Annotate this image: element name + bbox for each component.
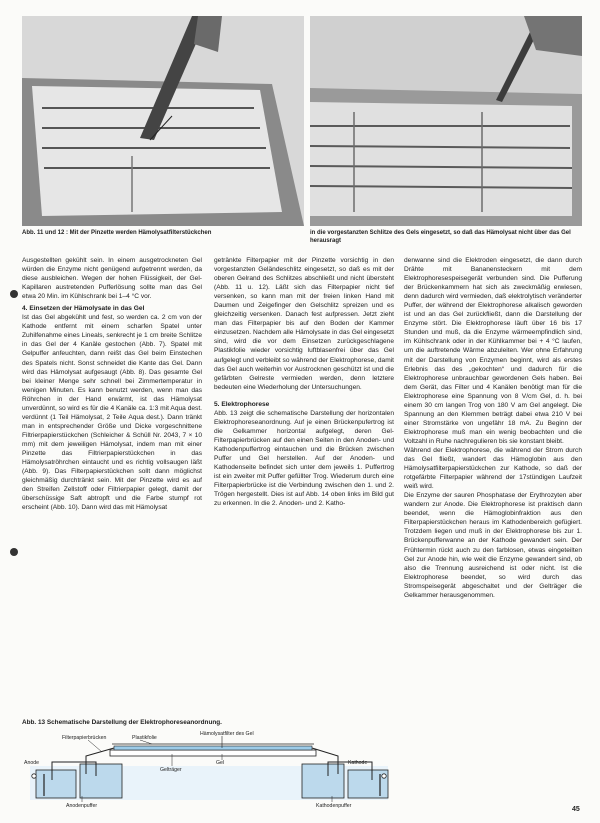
paragraph: Ausgestellten gekühlt sein. In einem ausgetrockneten Gel würden die Enzyme nicht genügend aufgetrennt werden, da diese ausbleichen. Wegen der hohen Flüssigkeit, der Gel-Kapillaren austretenden Pufferlösung sollte man das Gel etwa 20 Min. im Kühlschrank bei 1–4 °C vor.	[22, 257, 202, 301]
anode-trough-outer	[36, 770, 76, 798]
paragraph: Abb. 13 zeigt die schematische Darstellung der horizontalen Elektrophoreseanordnung. Auf je einen Brückenpufertrog ist die Gelkammer horizontal aufgelegt, deren Gel-Filterpapierbrücken auf den einen Seiten in den Anoden- und Kathodenpuffertrog eintauchen und die Brücken zwischen Puffer und Gel herstellen. Auf der Anoden- und Kathodenseite befindet sich unter dem jeweils 1. Puffertrog ist ein zweiter mit Puffer gefüllter Trog. Wiederum durch eine Filterpapierbrücke ist die Verbindung zwischen den 1. und 2. Trögen hergestellt. Dies ist auf Abb. 14 oben links im Bild gut zu erkennen. In die 2. Anoden- und 2. Katho-	[214, 409, 394, 508]
label-cathode-buffer: Kathodenpuffer	[316, 803, 352, 809]
label-filter-bridges: Filterpapierbrücken	[62, 735, 107, 741]
photo-left	[22, 16, 304, 226]
label-anode-buffer: Anodenpuffer	[66, 803, 98, 809]
gel-layer	[114, 746, 312, 750]
cathode-trough-outer	[348, 770, 388, 798]
section-heading: 4. Einsetzen der Hämolysate in das Gel	[22, 305, 145, 313]
label-cathode: Kathode	[348, 760, 368, 766]
photo-caption-right: in die vorgestanzten Schlitze des Gels eingesetzt, so daß das Hämolysat nicht über das Gel herausragt	[310, 230, 571, 244]
electrophoresis-diagram	[22, 730, 396, 810]
text-column-3	[404, 256, 582, 811]
paragraph: Ist das Gel abgekühlt und fest, so werden ca. 2 cm von der Kathode entfernt mit einem scharfen Spatel unter Zuhilfenahme eines Lineals, senkrecht je 1 cm breite Schlitze in das Gel der 4 Kanäle gestochen (Abb. 7). Spatel mit Gelpuffer anfeuchten, dann reißt das Gel beim Einstechen des Spatels nicht. Sonst schneidet die Kante das Gel. Dann wird das Hämolysat aufgesaugt (Abb. 8). Das gesamte Gel bei kleiner Menge sehr schnell bei Zimmertemperatur in wenigen Minuten. Es kann benutzt werden, wenn man das Röhrchen in der Hand erwärmt, ist das Hämolysat unverdünnt, so wird es für die 4 Kanäle ca. 1:3 mit Aqua dest. verdünnt (1 Teil Hämolysat, 2 Teile Aqua dest.). Dann tränkt man in entsprechender Größe und Dicke vorgeschnittene Filtrierpapierstückchen (Schleicher & Schüll Nr. 2043, 7 × 10 mm) mit dem jeweiligen Hämolysat, indem man mit einer Pinzette das Filtrierpapierstückchen in das Hämolysatröhrchen eintaucht und es richtig vollsaugen läßt (Abb. 9). Das Filterpapierstückchen sollt dann möglichst gleichmäßig durchtränkt sein. Mit der Pinzette wird es auf den Streifen Zellstoff oder Filtrierpapier gelegt, damit der überschüssige Saft abtropft und die Farbe stumpf rot erscheint (Abb. 10). Dann wird das mit Hämolysat	[22, 314, 202, 512]
label-anode: Anode	[24, 760, 40, 766]
punch-hole	[10, 548, 18, 556]
label-plastic: Plastikfolie	[132, 735, 157, 741]
photo-caption-left: Abb. 11 und 12 : Mit der Pinzette werden Hämolysatfilterstückchen	[22, 230, 212, 236]
figure-caption: Abb. 13 Schematische Darstellung der Elektrophoreseanordnung.	[22, 719, 222, 726]
paragraph: Während der Elektrophorese, die während der Strom durch das Gel fließt, wandert das Hämoglobin aus den Hämolysatfilterpapierstückchen zur Kathode, so daß der rotgefärbte Filterpapier während der 17stündigen Laufzeit weiß wird.	[404, 446, 582, 491]
punch-hole	[10, 290, 18, 298]
paragraph: getränkte Filterpapier mit der Pinzette vorsichtig in den vorgestanzten Geländeschlitz eingesetzt, so daß es mit der oberen Gelrand des Schlitzes abschließt und nicht übersteht (Abb. 11 u. 12). Läßt sich das Filterpapier nicht tief versenken, so kann man mit der freien linken Hand mit Daumen und Zeigefinger den Gelschlitz spreizen und es gleichzeitig versenken. Danach fest aufpressen. Jetzt zieht man das Filterpapier bis auf den Boden der Kammer einzusetzen. Nachdem alle Hämolysate in das Gel eingesetzt sind, wird die vor dem Einsetzen zurückgeschlagene Plastikfolie wieder vorsichtig luftblasenfrei über das Gel aufgelegt und verbleibt so während der Elektrophorese, damit das Gel auch weiterhin vor Austrocknen geschützt ist und die gefärbten Gelreste vermieden werden, denn letztere bedeuten eine Wiederholung der Untersuchungen.	[214, 257, 394, 391]
gel-tray	[110, 750, 316, 756]
section-heading: 5. Elektrophorese	[214, 400, 270, 408]
label-top: Hämolysatfilter des Gel	[200, 731, 254, 737]
paragraph: denwanne sind die Elektroden eingesetzt, die dann durch Drähte mit Bananensteckern mit dem Elektrophoresespeisegerät verbunden sind. Die Pufferung der Brückenkammern hat sich als zweckmäßig erwiesen, denn dadurch wird vermieden, daß elektrolytisch veränderter Puffer, der während der Elektrophorese alkalisch geworden ist und an das Gel zurückfließt, dann die Darstellung der Enzyme stört. Die Elektrophorese läuft über 16 bis 17 Stunden und muß, da die Enzyme wärmeempfindlich sind, im Kühlschrank oder in der Kühlkammer bei + 4 °C laufen, um die auftretende Wärme abzuleiten. Wer ohne Erfahrung mit der Darstellung von Enzymen beginnt, wird als erstes Erlebnis das des „gekochten“ und dadurch für die Elektrophorese unbrauchbar gewordenen Gels haben. Bei dem Gerät, das Filter und 4 Kanälen benötigt man für die Elektrophorese eine Spannung von 8 V/cm Gel, d. h. bei einem 30 cm langen Trog von 180 V am Gel angelegt. Die Spannung an den Klemmen beträgt dabei etwa 210 V bei einer Stromstärke von ungefähr 18 mA. Zu Beginn der Elektrophorese muß man ein wenig beobachten und die Voltzahl in Ruhe nachregulieren bis sie konstant bleibt.	[404, 257, 582, 445]
label-gel: Gel	[216, 760, 225, 766]
label-gel-tray: Gelträger	[160, 767, 182, 773]
plus-terminal-icon	[32, 774, 36, 778]
minus-terminal-icon	[382, 774, 386, 778]
text-column-1	[22, 256, 202, 716]
paragraph: Die Enzyme der sauren Phosphatase der Erythrozyten aber wandern zur Anode. Die Elektrophorese ist praktisch dann beendet, wenn die Hämoglobinfraktion aus den Filterpapierstückchen heraus im Kathodenbereich gefügiert. Trotzdem liegen und muß in der Elektrophorese bis zur 1. Brückenpufferwanne an der Kathode gewandert sein. Der Frühtermin rückt auch zu den farblosen, etwas eingeteilten Gel zur Anode hin, wie weit die Enzyme gewandert sind, ob also die Trennung ausreichend ist oder nicht. Ist die Elektrophorese beendet, so wird durch das Stromspeisegerät abgeschaltet und der Gelträger die Gelkammer herausgenommen.	[404, 492, 582, 599]
photo-right	[310, 16, 582, 226]
page-number: 45	[572, 806, 580, 813]
